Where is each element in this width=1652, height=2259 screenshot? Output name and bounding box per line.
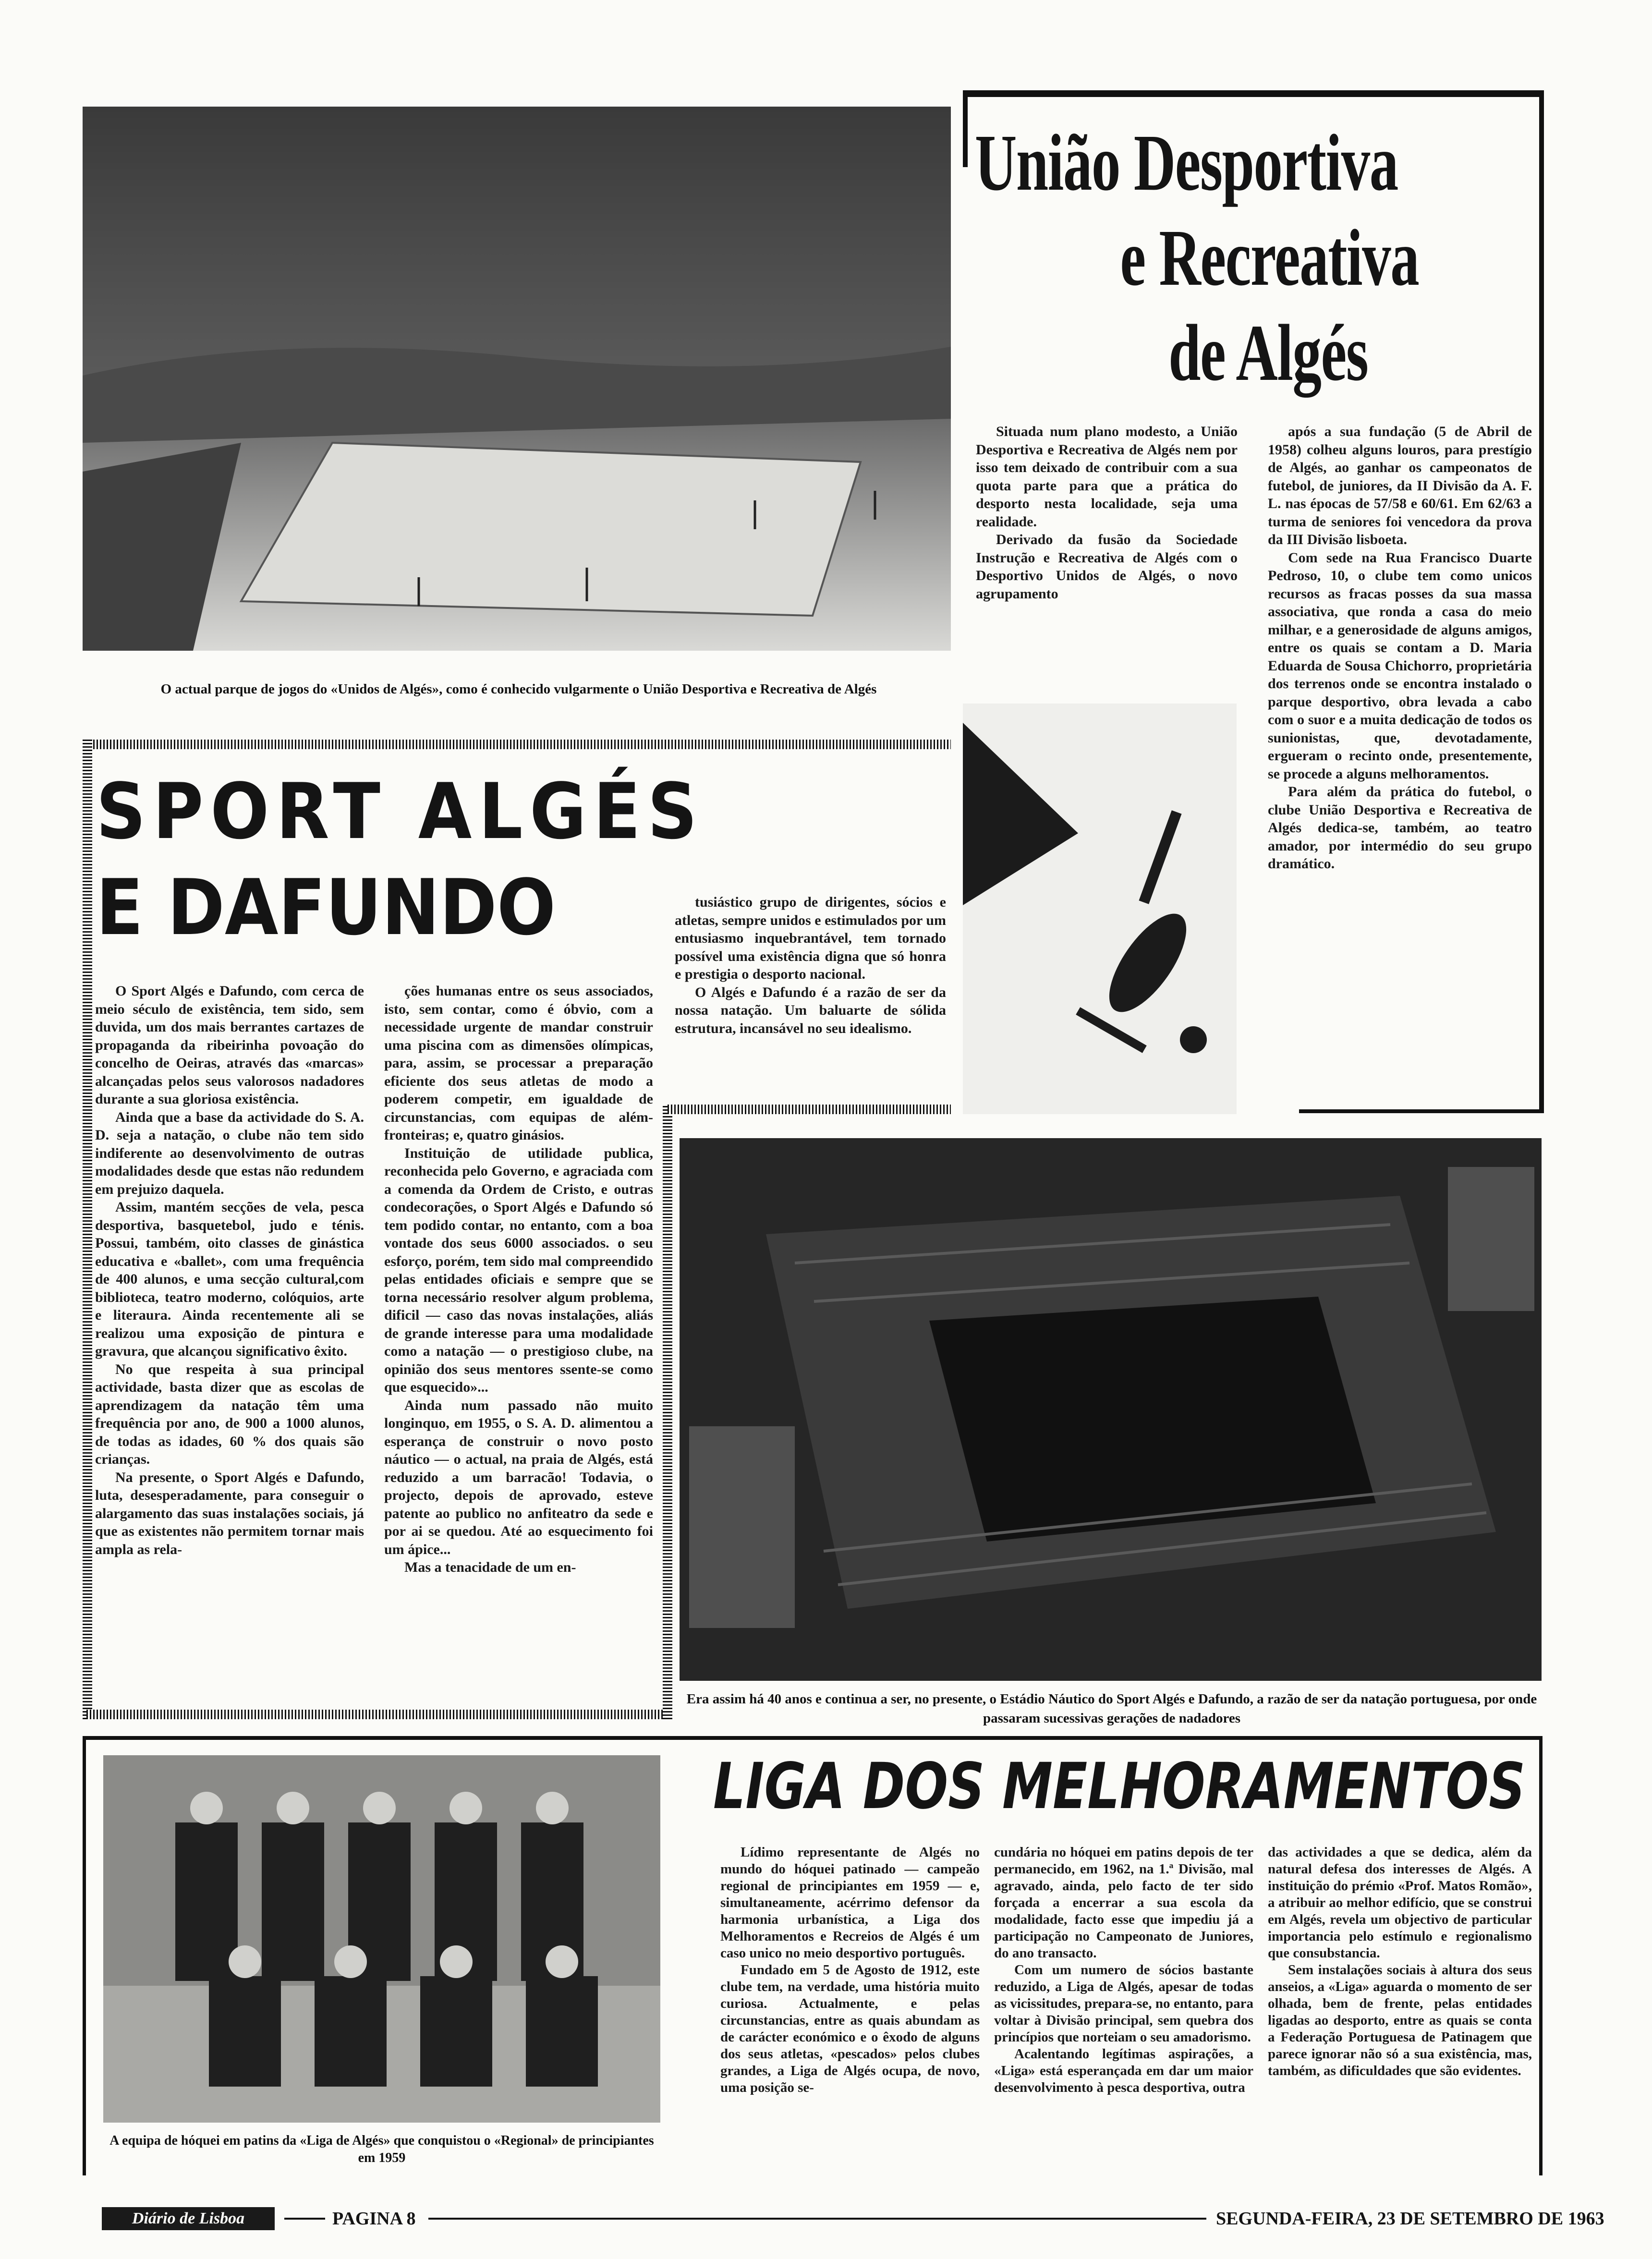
uniao-box-right-rule: [1539, 90, 1544, 1113]
liga-column-1: [720, 1844, 980, 2171]
hockey-team-photo: [103, 1755, 660, 2123]
footer-masthead: Diário de Lisboa: [102, 2207, 275, 2230]
liga-col3-paragraph: Sem instalações sociais à altura dos seus anseios, a «Liga» aguarda o momento de ser olhada, bem de frente, pelas entidades ligadas ao desporto, entre as quais se conta a Federação Portuguesa de Patinagem que parece ignorar não só a sua existência, mas, também, as dificuldades que são evidentes.: [1268, 1962, 1532, 2078]
hockey-team-illustration: [103, 1755, 660, 2123]
sport-col2-paragraph: Instituição de utilidade publica, reconhecida pelo Governo, e agraciada com a comenda da Ordem de Cristo, e outras condecorações, o Sport Algés e Dafundo só tem podido contar, no entanto, com a boa vontade dos seus 6000 associados. o seu esforço, porém, tem sido mal compreendido pelas entidades oficiais e sempre que se torna necessário resolver algum problema, dificil — caso das novas instalações, aliás de grande interesse para uma modalidade como a natação — o prestigioso clube, na opinião dos seus mentores ssente-se como que esquecido»...: [384, 1145, 653, 1395]
uniao-col1-paragraph: Situada num plano modesto, a União Desportiva e Recreativa de Algés nem por isso tem deixado de contribuir com a sua quota parte para que a prática do desporto nesta localidade, seja uma realidade.: [976, 424, 1238, 530]
liga-box-right-rule: [1539, 1736, 1543, 2175]
sport-ornamental-left-rule: [83, 740, 92, 1719]
sport-ornamental-top-rule: [86, 740, 951, 749]
liga-col1-paragraph: Lídimo representante de Algés no mundo do hóquei patinado — campeão regional de principiantes em 1959 — e, simultaneamente, acérrimo defensor da harmonia urbanística, a Liga dos Melhoramentos e Recreios de Algés é um caso unico no meio desportivo português.: [720, 1845, 980, 1961]
uniao-title-line1: União Desportiva: [975, 118, 1398, 207]
sport-col2-paragraph: Mas a tenacidade de um en-: [404, 1559, 576, 1575]
diver-illustration: [963, 704, 1237, 1114]
uniao-col1-paragraph: Derivado da fusão da Sociedade Instrução e Recreativa de Algés com o Desportivo Unidos de Algés, o novo agrupamento: [976, 532, 1238, 602]
sport-ornamental-bottom-rule: [86, 1710, 672, 1719]
uniao-col2-paragraph: após a sua fundação (5 de Abril de 1958) colheu alguns louros, para prestígio de Algés, ao ganhar os campeonatos de futebol, de juniores, da II Divisão da A. F. L. nas épocas de 57/58 e 60/61. Em 62/63 a turma de seniores foi vencedora da prova da III Divisão lisboeta.: [1268, 424, 1532, 547]
stadium-illustration: [680, 1138, 1542, 1681]
uniao-column-2: [1268, 423, 1532, 1105]
uniao-box-top-rule: [963, 90, 1544, 97]
stadium-caption: Era assim há 40 anos e continua a ser, no presente, o Estádio Náutico do Sport Algés e Dafundo, a razão de ser da natação portuguesa, por onde passaram sucessivas gerações de nadadores: [686, 1691, 1537, 1726]
liga-title: LIGA DOS MELHORAMENTOS: [713, 1749, 1526, 1823]
liga-col1-paragraph: Fundado em 5 de Agosto de 1912, este clube tem, na verdade, uma história muito curiosa. Actualmente, e pelas circunstancias, entre as quais abundam as de carácter económico e o êxodo de alguns dos seus atletas, «pescados» pelos clubes grandes, a Liga de Algés ocupa, de novo, uma posição se-: [720, 1962, 980, 2095]
uniao-col2-paragraph: Com sede na Rua Francisco Duarte Pedroso, 10, o clube tem como unicos recursos as fracas posses da sua massa associativa, que ronda a casa do meio milhar, e a generosidade de alguns amigos, entre os quais se contam a D. Maria Eduarda de Sousa Chichorro, proprietária dos terrenos onde se encontra instalado o parque desportivo, obra levada a cabo com o suor e a muita dedicação de todos os sunionistas, que, devotadamente, ergueram o recinto onde, presentemente, se procede a alguns melhoramentos.: [1268, 549, 1532, 782]
stadium-photo: [680, 1138, 1542, 1681]
hockey-team-caption: A equipa de hóquei em patins da «Liga de Algés» que conquistou o «Regional» de principiantes em 1959: [109, 2133, 654, 2165]
sport-col2-paragraph: ções humanas entre os seus associados, isto, sem contar, como é óbvio, com a necessidade urgente de mandar construir uma piscina com as dimensões olímpicas, para, assim, se processar a preparação eficiente dos seus atletas de modo a poderem competir, em igualdade de circunstancias, com equipas de além-fronteiras; e, quatro ginásios.: [384, 983, 653, 1143]
sport-col1-paragraph: No que respeita à sua principal actividade, basta dizer que as escolas de aprendizagem da natação têm uma frequência por ano, de 900 a 1000 alunos, de todas as idades, 60 % dos quais são crianças.: [95, 1361, 364, 1467]
sport-title-line2: E DAFUNDO: [96, 862, 556, 952]
liga-box-top-rule: [83, 1736, 1543, 1740]
sport-column-3: [675, 893, 946, 1100]
sport-title: [96, 764, 710, 965]
liga-column-3: [1268, 1844, 1532, 2171]
sport-ornamental-mid-rule: [668, 1105, 951, 1114]
uniao-title-line2: e Recreativa: [1120, 213, 1419, 303]
sports-ground-caption: O actual parque de jogos do «Unidos de Algés», como é conhecido vulgarmente o União Desportiva e Recreativa de Algés: [160, 681, 877, 697]
sport-col1-paragraph: Ainda que a base da actividade do S. A. D. seja a natação, o clube não tem sido indiferente ao desenvolvimento de outras modalidades desde que estas não redundem em prejuizo daquela.: [95, 1109, 364, 1197]
diver-photo: [963, 704, 1237, 1114]
footer-page-number: PAGINA 8: [332, 2209, 416, 2229]
sports-ground-illustration: [83, 107, 951, 651]
uniao-title: [975, 115, 1419, 413]
footer: [83, 2205, 1604, 2232]
footer-rule-middle: [428, 2218, 1206, 2220]
liga-column-2: [994, 1844, 1253, 2171]
uniao-box-left-rule: [963, 90, 968, 167]
liga-col3-paragraph: das actividades a que se dedica, além da natural defesa dos interesses de Algés. A instituição do prémio «Prof. Matos Romão», a atribuir ao melhor edifício, que se construi em Algés, revela um objectivo de particular importancia pelo estímulo e regionalismo que consubstancia.: [1268, 1845, 1532, 1961]
liga-col2-paragraph: Acalentando legítimas aspirações, a «Liga» está esperançada em dar um maior desenvolvimento à pesca desportiva, outra: [994, 2046, 1253, 2095]
liga-box-left-rule: [83, 1736, 86, 2175]
liga-col2-paragraph: cundária no hóquei em patins depois de ter permanecido, em 1962, na 1.ª Divisão, mal agravado, ainda, pelo facto de ter sido forçada a encerrar a sua escola da modalidade, facto esse que impediu já a participação no Campeonato de Juniores, do ano transacto.: [994, 1845, 1253, 1961]
footer-date: SEGUNDA-FEIRA, 23 DE SETEMBRO DE 1963: [1216, 2209, 1604, 2229]
sport-ornamental-right-rule: [663, 1105, 672, 1719]
sport-col3-paragraph: tusiástico grupo de dirigentes, sócios e atletas, sempre unidos e estimulados por um entusiasmo inquebrantável, tem tornado possível uma existência digna que só honra e prestigia o desporto nacional.: [675, 894, 946, 982]
uniao-column-1: [976, 423, 1238, 668]
liga-col2-paragraph: Com um numero de sócios bastante reduzido, a Liga de Algés, apesar de todas as vicissitudes, prepara-se, no entanto, para voltar à Divisão principal, sem quebra dos princípios que norteiam o seu amadorismo.: [994, 1962, 1253, 2045]
sport-col2-paragraph: Ainda num passado não muito longinquo, em 1955, o S. A. D. alimentou a esperança de construir o novo posto náutico — o actual, na praia de Algés, está reduzido a um barracão! Todavia, o projecto, depois de aprovado, esteve patente ao publico no anfiteatro da sede e por ai se quedou. Até ao esquecimento foi um ápice...: [384, 1397, 653, 1557]
sport-column-1: [95, 982, 364, 1702]
uniao-col2-paragraph: Para além da prática do futebol, o clube União Desportiva e Recreativa de Algés dedica-se, também, ao teatro amador, por intermédio do seu grupo dramático.: [1268, 784, 1532, 872]
uniao-box-bottom-rule: [1299, 1109, 1544, 1113]
sport-col1-paragraph: O Sport Algés e Dafundo, com cerca de meio século de existência, tem sido, sem duvida, um dos mais berrantes cartazes de propaganda da ribeirinha povoação do concelho de Oeiras, através das «marcas» alcançadas pelos seus valorosos nadadores durante a sua gloriosa existência.: [95, 983, 364, 1107]
sport-col1-paragraph: Na presente, o Sport Algés e Dafundo, luta, desesperadamente, para conseguir o alargamento das suas instalações sociais, já que as existentes não permitem tornar mais ampla as rela-: [95, 1469, 364, 1557]
footer-rule-left: [284, 2218, 325, 2220]
uniao-title-line3: de Algés: [1168, 308, 1368, 398]
sports-ground-photo: [83, 107, 951, 651]
sport-col3-paragraph: O Algés e Dafundo é a razão de ser da nossa natação. Um baluarte de sólida estrutura, incansável no seu idealismo.: [675, 984, 946, 1036]
sport-col1-paragraph: Assim, mantém secções de vela, pesca desportiva, basquetebol, judo e ténis. Possui, também, oito classes de ginástica educativa e «ballet», com uma frequência de 400 alunos, e uma secção cultural,com biblioteca, teatro moderno, colóquios, arte e literaura. Ainda recentemente ali se realizou uma exposição de pintura e gravura, que alcançou significativo êxito.: [95, 1199, 364, 1359]
sport-title-line1: SPORT ALGÉS: [96, 766, 705, 856]
sport-column-2: [384, 982, 653, 1702]
